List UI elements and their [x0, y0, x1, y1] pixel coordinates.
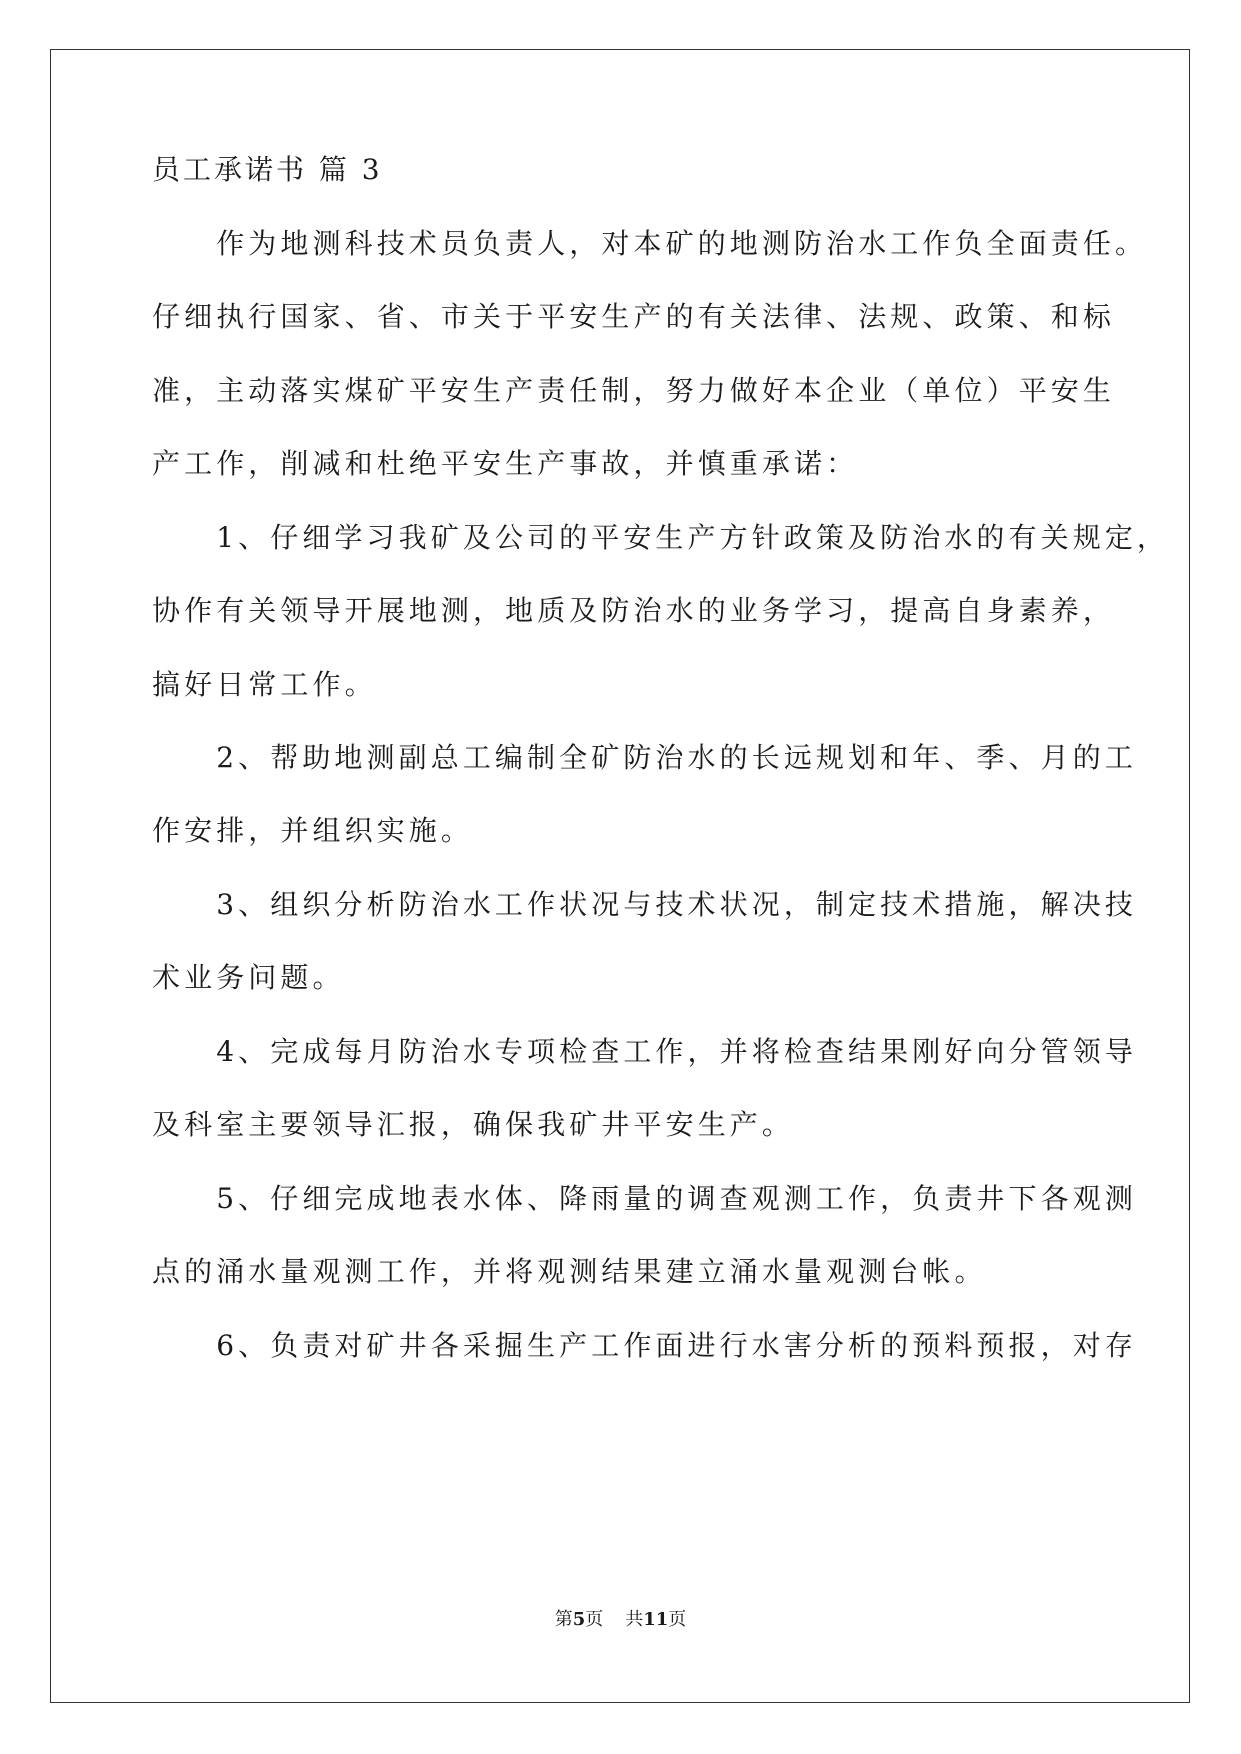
document-title: 员工承诺书 篇 3 — [152, 153, 383, 186]
paragraph-line: 及科室主要领导汇报，确保我矿井平安生产。 — [152, 1108, 795, 1141]
total-suffix: 页 — [668, 1609, 687, 1630]
paragraph-line: 产工作，削减和杜绝平安生产事故，并慎重承诺： — [152, 447, 859, 480]
paragraph-line: 5、仔细完成地表水体、降雨量的调查观测工作，负责井下各观测 — [152, 1182, 1137, 1215]
paragraph-line: 准，主动落实煤矿平安生产责任制，努力做好本企业（单位）平安生 — [152, 374, 1116, 407]
paragraph-line: 协作有关领导开展地测，地质及防治水的业务学习，提高自身素养， — [152, 594, 1116, 627]
page-suffix: 页 — [585, 1609, 604, 1630]
page-number: 5 — [572, 1609, 586, 1630]
paragraph-line: 6、负责对矿井各采掘生产工作面进行水害分析的预料预报，对存 — [152, 1329, 1137, 1362]
page-footer — [0, 1608, 1241, 1632]
paragraph-line: 4、完成每月防治水专项检查工作，并将检查结果刚好向分管领导 — [152, 1035, 1137, 1068]
paragraph-line: 点的涌水量观测工作，并将观测结果建立涌水量观测台帐。 — [152, 1255, 987, 1288]
paragraph-line: 术业务问题。 — [152, 961, 345, 994]
paragraph-line: 作为地测科技术员负责人，对本矿的地测防治水工作负全面责任。 — [152, 227, 1148, 260]
paragraph-line: 3、组织分析防治水工作状况与技术状况，制定技术措施，解决技 — [152, 888, 1137, 921]
paragraph-line: 1、仔细学习我矿及公司的平安生产方针政策及防治水的有关规定， — [152, 521, 1170, 554]
total-pages: 11 — [643, 1609, 669, 1630]
total-prefix: 共 — [625, 1609, 644, 1630]
paragraph-line: 搞好日常工作。 — [152, 668, 377, 701]
paragraph-line: 2、帮助地测副总工编制全矿防治水的长远规划和年、季、月的工 — [152, 741, 1137, 774]
page-prefix: 第 — [554, 1609, 573, 1630]
paragraph-line: 作安排，并组织实施。 — [152, 814, 474, 847]
paragraph-line: 仔细执行国家、省、市关于平安生产的有关法律、法规、政策、和标 — [152, 300, 1116, 333]
